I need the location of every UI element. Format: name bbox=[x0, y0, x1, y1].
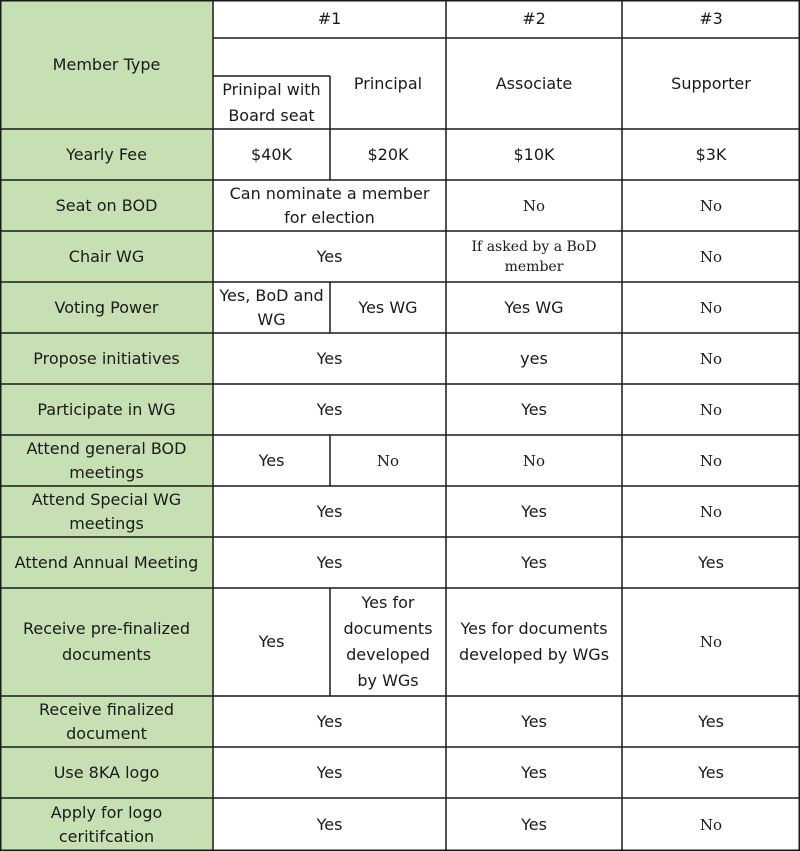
row-label-receive-final: Receive finalized document bbox=[0, 696, 213, 747]
row-label-attend-annual: Attend Annual Meeting bbox=[0, 537, 213, 588]
seat-bod-principals: Can nominate a member for election bbox=[229, 183, 430, 227]
attend-special-principals: Yes bbox=[316, 501, 343, 521]
voting-associate: Yes WG bbox=[504, 297, 564, 317]
attend-special-associate: Yes bbox=[521, 501, 547, 521]
use-logo-associate: Yes bbox=[521, 762, 547, 782]
row-label-use-logo: Use 8KA logo bbox=[0, 747, 213, 798]
row-label-yearly-fee: Yearly Fee bbox=[0, 129, 213, 180]
fee-associate: $10K bbox=[513, 144, 555, 164]
voting-supporter: No bbox=[699, 298, 723, 317]
fee-supporter: $3K bbox=[695, 144, 727, 164]
use-logo-supporter: Yes bbox=[698, 762, 724, 782]
use-logo-principals: Yes bbox=[316, 762, 343, 782]
prefinal-principal: Yes for documents developed by WGs bbox=[343, 593, 433, 690]
member-type-label: Member Type bbox=[0, 0, 213, 129]
logo-cert-associate: Yes bbox=[521, 814, 547, 834]
row-label-chair-wg: Chair WG bbox=[0, 231, 213, 282]
row-label-receive-prefinal: Receive pre-finalized documents bbox=[0, 588, 213, 696]
participate-supporter: No bbox=[699, 400, 723, 419]
col-header-1: #1 bbox=[317, 9, 342, 28]
attend-bod-principal: No bbox=[376, 451, 400, 470]
prefinal-principal-board: Yes bbox=[258, 632, 285, 651]
row-label-logo-cert: Apply for logo ceritifcation bbox=[0, 798, 213, 851]
chair-wg-supporter: No bbox=[699, 247, 723, 266]
chair-wg-principals: Yes bbox=[316, 246, 343, 266]
logo-cert-supporter: No bbox=[699, 815, 723, 834]
fee-principal-board: $40K bbox=[250, 144, 293, 164]
fee-principal: $20K bbox=[367, 144, 409, 164]
col-header-3: #3 bbox=[699, 9, 723, 28]
row-label-voting-power: Voting Power bbox=[0, 282, 213, 333]
row-label-participate-wg: Participate in WG bbox=[0, 384, 213, 435]
attend-special-supporter: No bbox=[699, 502, 723, 521]
prefinal-supporter: No bbox=[699, 633, 723, 651]
col-header-2: #2 bbox=[522, 9, 546, 28]
chair-wg-associate: If asked by a BoD member bbox=[471, 238, 597, 275]
final-principals: Yes bbox=[316, 711, 343, 731]
voting-principal: Yes WG bbox=[358, 297, 418, 317]
final-supporter: Yes bbox=[698, 711, 724, 731]
propose-principals: Yes bbox=[316, 348, 343, 368]
attend-annual-associate: Yes bbox=[521, 552, 547, 572]
attend-bod-supporter: No bbox=[699, 451, 723, 470]
attend-bod-associate: No bbox=[522, 451, 546, 470]
participate-associate: Yes bbox=[521, 399, 547, 419]
principal-board-header: Prinipal with Board seat bbox=[222, 79, 321, 125]
row-label-attend-bod: Attend general BOD meetings bbox=[0, 435, 213, 486]
propose-supporter: No bbox=[699, 349, 723, 368]
seat-bod-supporter: No bbox=[699, 196, 723, 215]
prefinal-associate: Yes for documents developed by WGs bbox=[458, 619, 610, 664]
final-associate: Yes bbox=[521, 711, 547, 731]
seat-bod-associate: No bbox=[522, 196, 546, 215]
voting-principal-board: Yes, BoD and WG bbox=[219, 285, 324, 329]
supporter-header: Supporter bbox=[671, 73, 751, 93]
attend-bod-principal-board: Yes bbox=[258, 450, 285, 470]
participate-principals: Yes bbox=[316, 399, 343, 419]
row-label-seat-bod: Seat on BOD bbox=[0, 180, 213, 231]
attend-annual-supporter: Yes bbox=[698, 552, 724, 572]
principal-header: Principal bbox=[353, 73, 423, 93]
row-label-propose-initiatives: Propose initiatives bbox=[0, 333, 213, 384]
row-label-attend-special-wg: Attend Special WG meetings bbox=[0, 486, 213, 537]
propose-associate: yes bbox=[520, 348, 548, 368]
logo-cert-principals: Yes bbox=[316, 814, 343, 834]
associate-header: Associate bbox=[495, 73, 573, 93]
attend-annual-principals: Yes bbox=[316, 552, 343, 572]
